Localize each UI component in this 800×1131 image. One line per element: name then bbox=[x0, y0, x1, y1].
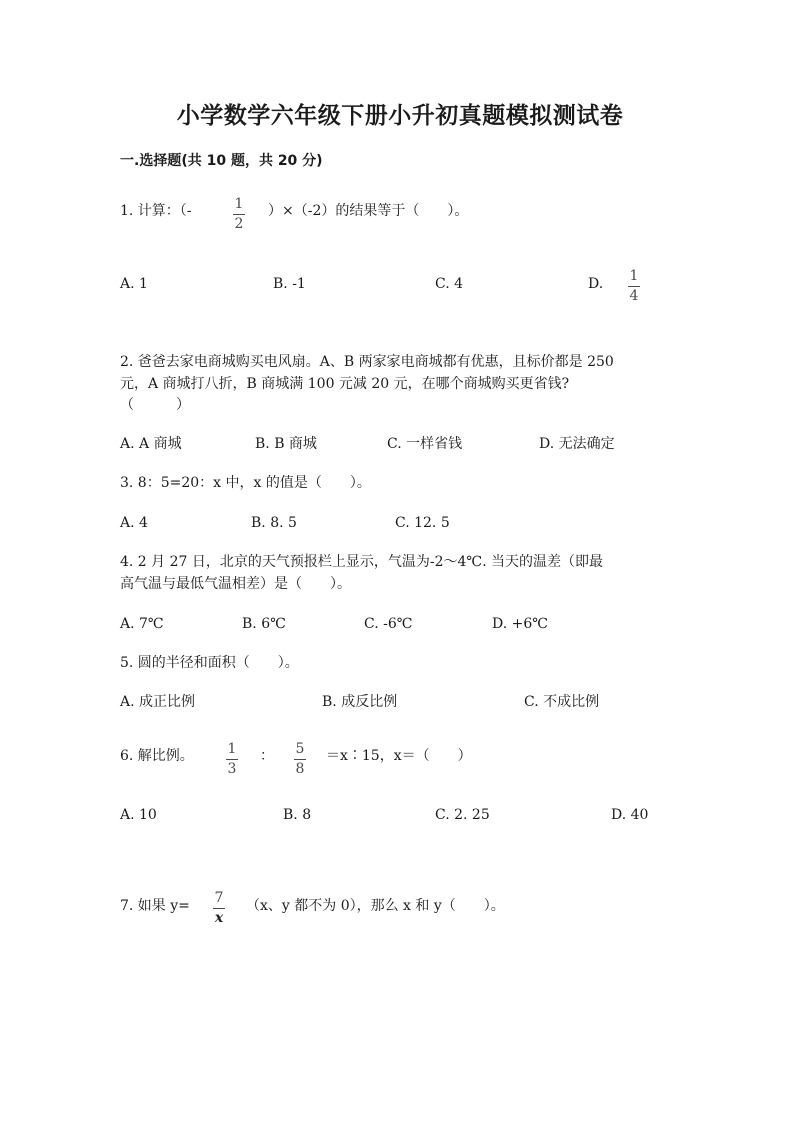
question-6-prefix: 6. 解比例。 bbox=[120, 748, 194, 764]
page-title: 小学数学六年级下册小升初真题模拟测试卷 bbox=[176, 103, 624, 129]
fraction-denominator: x bbox=[214, 910, 224, 926]
question-7-suffix: （x、y 都不为 0），那么 x 和 y（ ）。 bbox=[246, 898, 505, 914]
question-6-option-b[interactable]: B. 8 bbox=[283, 807, 312, 823]
fraction-numerator: 5 bbox=[295, 741, 305, 757]
question-6-option-d[interactable]: D. 40 bbox=[611, 807, 649, 823]
fraction-denominator: 8 bbox=[295, 761, 305, 777]
question-6-fraction-2 bbox=[294, 741, 306, 778]
question-5-text: 5. 圆的半径和面积（ ）。 bbox=[120, 655, 299, 671]
question-1-option-d[interactable]: D. bbox=[588, 276, 604, 292]
question-2-option-b[interactable]: B. B 商城 bbox=[255, 436, 317, 452]
fraction-denominator: 4 bbox=[629, 288, 639, 304]
question-7-prefix: 7. 如果 y= bbox=[120, 898, 190, 914]
question-1-option-b[interactable]: B. -1 bbox=[273, 276, 306, 292]
question-7-fraction bbox=[213, 890, 225, 927]
fraction-numerator: 7 bbox=[214, 890, 224, 906]
fraction-numerator: 1 bbox=[227, 741, 237, 757]
question-3-option-b[interactable]: B. 8. 5 bbox=[251, 515, 297, 531]
question-3-text: 3. 8：5=20：x 中，x 的值是（ ）。 bbox=[120, 475, 371, 491]
question-4-line-2: 高气温与最低气温相差）是（ ）。 bbox=[120, 576, 351, 592]
question-1-option-c[interactable]: C. 4 bbox=[435, 276, 464, 292]
question-4-option-c[interactable]: C. -6℃ bbox=[364, 616, 413, 632]
question-5-option-a[interactable]: A. 成正比例 bbox=[120, 694, 196, 710]
question-4-option-d[interactable]: D. +6℃ bbox=[492, 616, 548, 632]
question-4-line-1: 4. 2 月 27 日，北京的天气预报栏上显示，气温为-2～4℃. 当天的温差（即最 bbox=[120, 554, 603, 570]
question-6-colon: ： bbox=[260, 748, 274, 764]
question-2-option-a[interactable]: A. A 商城 bbox=[120, 436, 182, 452]
question-4-option-a[interactable]: A. 7℃ bbox=[120, 616, 164, 632]
question-5-option-b[interactable]: B. 成反比例 bbox=[322, 694, 398, 710]
fraction-bar bbox=[226, 759, 238, 760]
question-1-option-a[interactable]: A. 1 bbox=[120, 276, 148, 292]
fraction-numerator: 1 bbox=[234, 196, 244, 212]
fraction-bar bbox=[628, 286, 640, 287]
question-5-option-c[interactable]: C. 不成比例 bbox=[524, 694, 600, 710]
question-1-fraction bbox=[233, 196, 245, 233]
question-1-suffix: ）×（-2）的结果等于（ ）。 bbox=[268, 203, 469, 219]
section-heading: 一.选择题(共 10 题，共 20 分) bbox=[120, 153, 323, 169]
question-2-line-3: （ ） bbox=[120, 397, 190, 413]
question-6-suffix: ＝x∶15，x＝（ ） bbox=[326, 748, 472, 764]
fraction-bar bbox=[294, 759, 306, 760]
question-6-option-a[interactable]: A. 10 bbox=[120, 807, 157, 823]
fraction-numerator: 1 bbox=[629, 268, 639, 284]
question-3-option-a[interactable]: A. 4 bbox=[120, 515, 148, 531]
fraction-bar bbox=[233, 214, 245, 215]
question-6-option-c[interactable]: C. 2. 25 bbox=[435, 807, 490, 823]
question-4-option-b[interactable]: B. 6℃ bbox=[242, 616, 286, 632]
question-1-option-d-fraction bbox=[628, 268, 640, 305]
question-2-line-1: 2. 爸爸去家电商城购买电风扇。A、B 两家家电商城都有优惠，且标价都是 250 bbox=[120, 354, 614, 370]
question-2-option-d[interactable]: D. 无法确定 bbox=[539, 436, 615, 452]
fraction-bar bbox=[213, 908, 225, 909]
question-2-option-c[interactable]: C. 一样省钱 bbox=[387, 436, 463, 452]
question-3-option-c[interactable]: C. 12. 5 bbox=[395, 515, 450, 531]
question-2-line-2: 元，A 商城打八折，B 商城满 100 元减 20 元，在哪个商城购买更省钱? bbox=[120, 376, 570, 392]
fraction-denominator: 3 bbox=[227, 761, 237, 777]
fraction-denominator: 2 bbox=[234, 216, 244, 232]
question-1-prefix: 1. 计算：（- bbox=[120, 203, 192, 219]
question-6-fraction-1 bbox=[226, 741, 238, 778]
